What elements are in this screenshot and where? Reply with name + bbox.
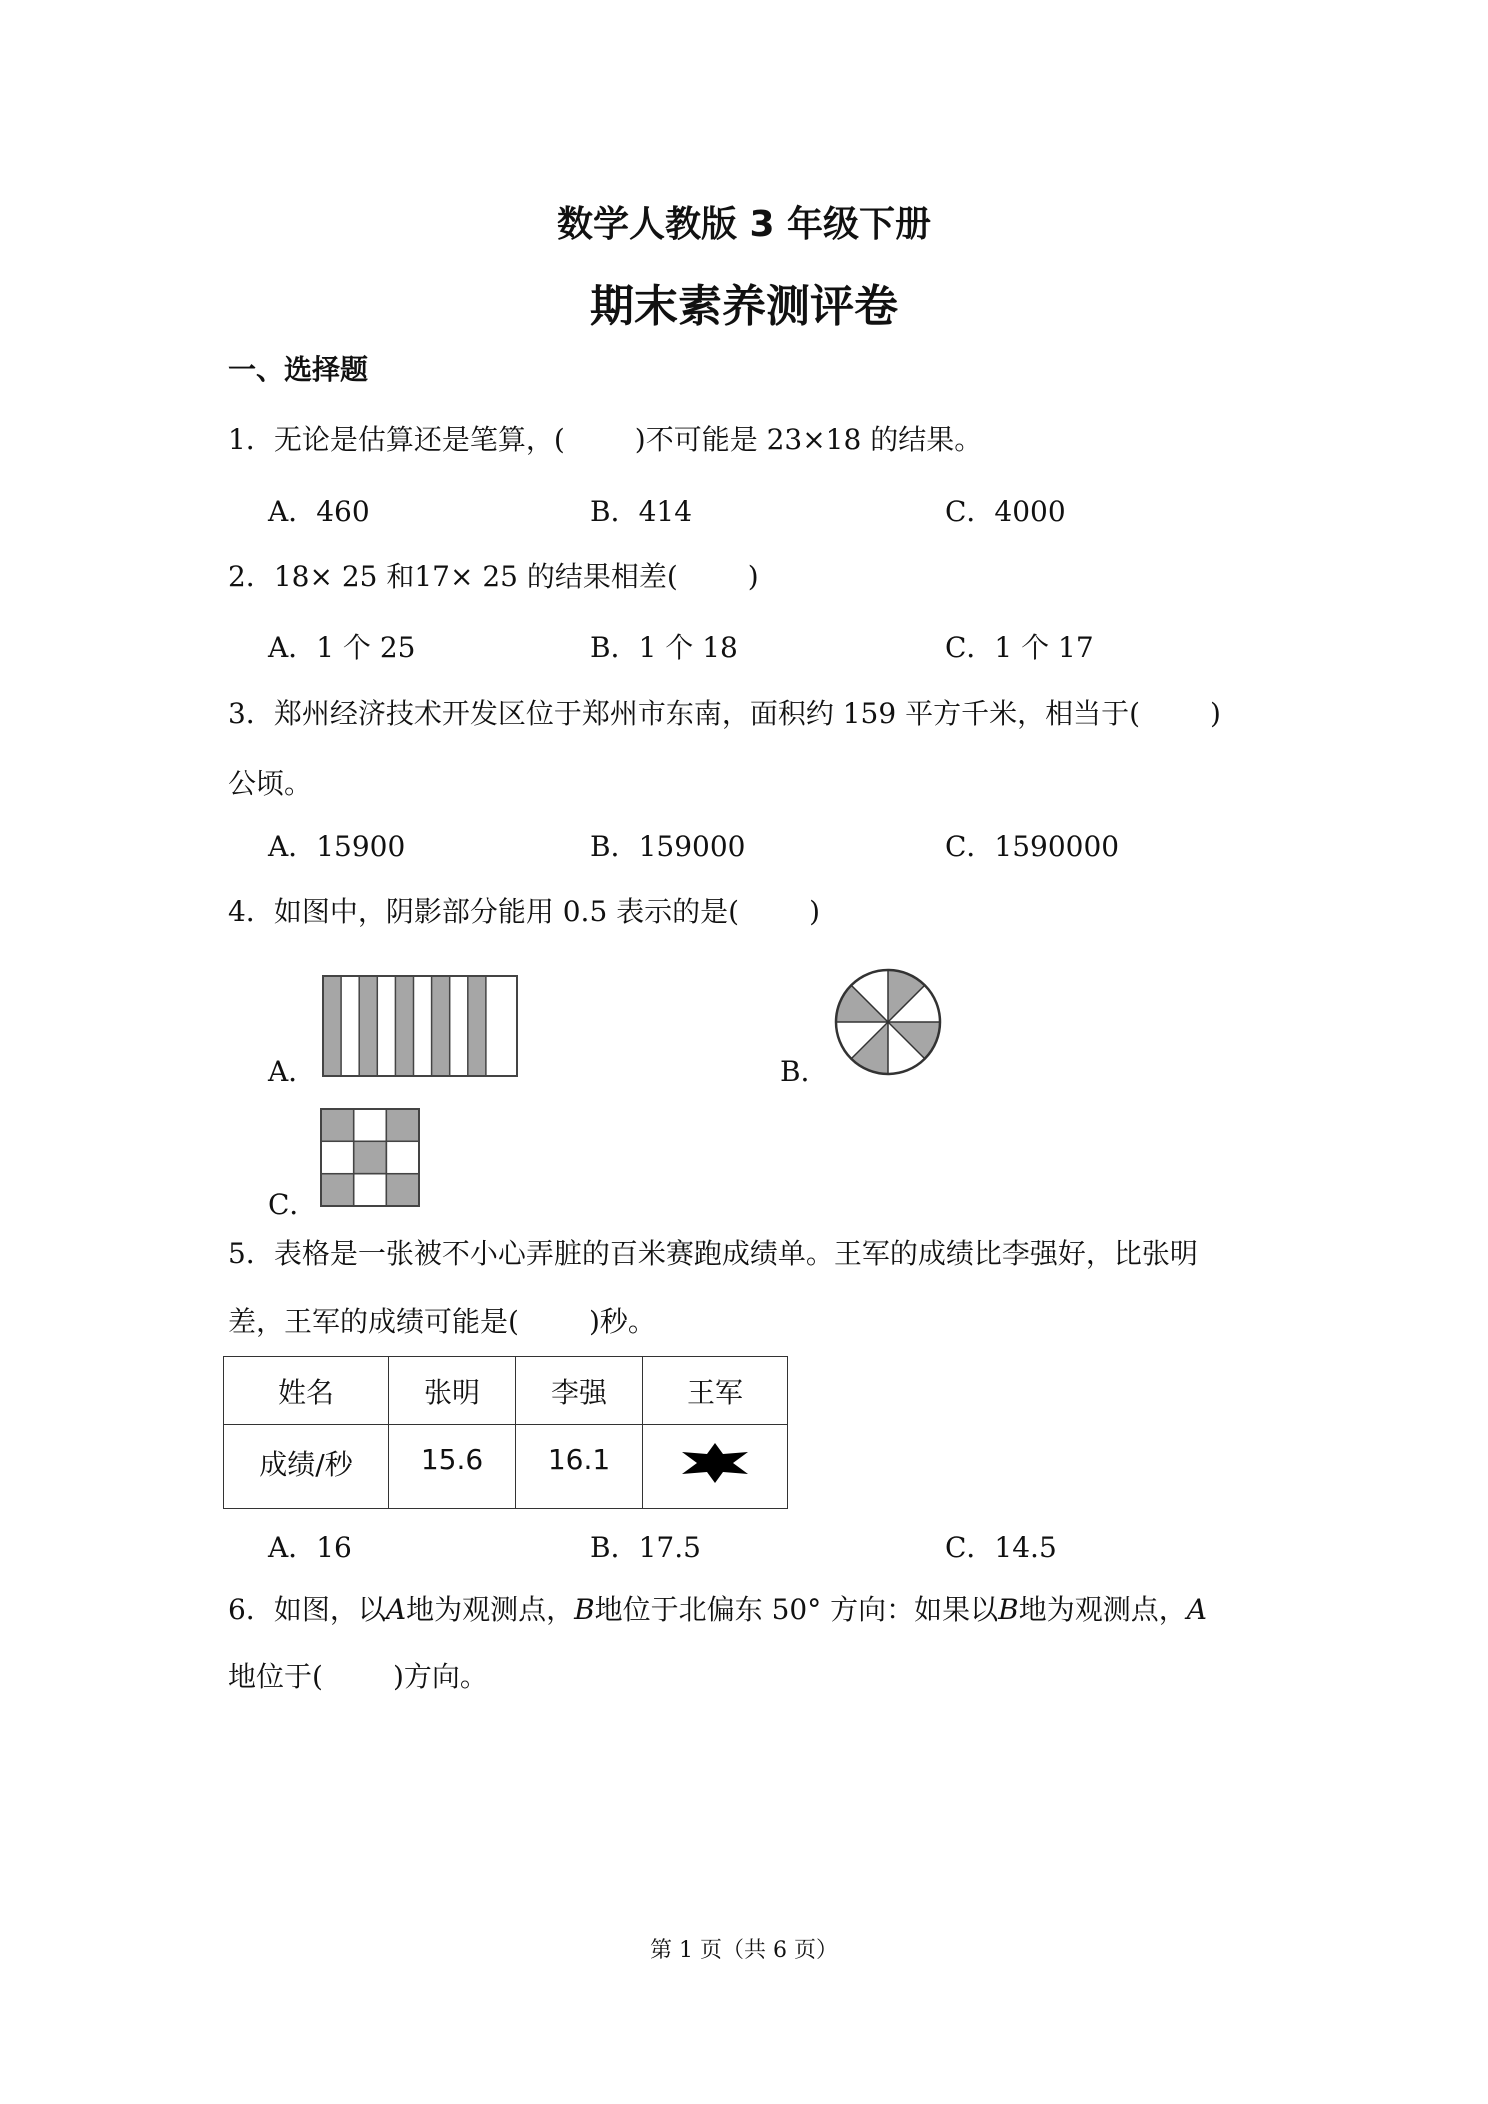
page-footer: 第 1 页（共 6 页） [650,1938,838,1963]
question-text: ) [747,560,759,593]
stripe-shaded [432,976,450,1076]
question-number: 2． [228,560,274,593]
pie-circle-figure [832,966,944,1078]
question-number: 4． [228,895,274,928]
stripe-shaded [395,976,413,1076]
question-text: 无论是估算还是笔算，( [273,423,565,456]
question-text-continued [228,1300,656,1340]
option-c[interactable]: C．14.5 [945,1531,1057,1564]
table-header-cell: 姓名 [224,1357,389,1425]
question-number: 3． [228,697,274,730]
stripe-shaded [468,976,486,1076]
point-b-label: B [998,1593,1019,1626]
option-b[interactable]: B．159000 [590,830,746,863]
point-b-label: B [574,1593,595,1626]
option-a[interactable]: A． [268,1055,317,1088]
stain-cell [643,1425,788,1509]
document-title: 期末素养测评卷 [590,281,898,332]
option-b[interactable]: B．414 [590,495,693,528]
question-2 [228,555,759,595]
option-a[interactable]: A．15900 [268,830,406,863]
option-b[interactable]: B．1 个 18 [590,631,738,664]
question-text-continued: 公顷。 [228,767,313,800]
row-label: 成绩/秒 [224,1425,389,1509]
question-text-continued [228,1655,488,1695]
table-header-row [224,1357,788,1425]
table-cell: 16.1 [516,1425,643,1509]
option-b[interactable]: B． [780,1055,829,1088]
question-text: 18× 25 和17× 25 的结果相差( [273,560,678,593]
table-header-cell: 张明 [389,1357,516,1425]
option-c[interactable]: C． [268,1188,318,1221]
option-c[interactable]: C．1590000 [945,830,1120,863]
question-number: 5． [228,1237,274,1270]
option-a[interactable]: A．1 个 25 [268,631,416,664]
question-text: 差，王军的成绩可能是( [228,1305,519,1338]
question-text: ) [1210,697,1221,730]
question-number: 1． [228,423,274,456]
question-5 [228,1232,1198,1272]
option-b[interactable]: B．17.5 [590,1531,701,1564]
question-3 [228,692,1221,732]
question-text: 表格是一张被不小心弄脏的百米赛跑成绩单。王军的成绩比李强好，比张明 [273,1237,1198,1270]
section-heading: 一、选择题 [228,353,369,386]
question-text: )方向。 [392,1660,488,1693]
ink-stain-icon [680,1441,750,1485]
question-text: )不可能是 23×18 的结果。 [634,423,983,456]
point-a-label: A [385,1593,407,1626]
stripe-shaded [323,976,341,1076]
stripe-shaded [359,976,377,1076]
option-a[interactable]: A．16 [268,1531,352,1564]
question-text: 地为观测点， [406,1593,575,1626]
question-text: 地为观测点， [1018,1593,1187,1626]
question-number: 6． [228,1593,274,1626]
option-c[interactable]: C．1 个 17 [945,631,1094,664]
checker-grid-figure [320,1108,420,1207]
question-text: 地位于北偏东 50° 方向：如果以 [594,1593,999,1626]
option-c[interactable]: C．4000 [945,495,1066,528]
question-text: 如图，以 [273,1593,386,1626]
table-header-cell: 李强 [516,1357,643,1425]
question-text: 如图中，阴影部分能用 0.5 表示的是( [273,895,740,928]
question-6 [228,1588,1207,1628]
score-table [223,1356,788,1509]
table-cell: 15.6 [389,1425,516,1509]
table-row [224,1425,788,1509]
question-text: 郑州经济技术开发区位于郑州市东南，面积约 159 平方千米，相当于( [273,697,1140,730]
question-text: 地位于( [228,1660,323,1693]
point-a-label: A [1186,1593,1207,1626]
question-text: )秒。 [588,1305,656,1338]
question-1 [228,418,982,458]
question-text: ) [809,895,821,928]
striped-rectangle-figure [322,975,518,1078]
option-a[interactable]: A．460 [268,495,370,528]
document-subtitle: 数学人教版 3 年级下册 [556,204,932,245]
table-header-cell: 王军 [643,1357,788,1425]
question-4 [228,890,820,930]
